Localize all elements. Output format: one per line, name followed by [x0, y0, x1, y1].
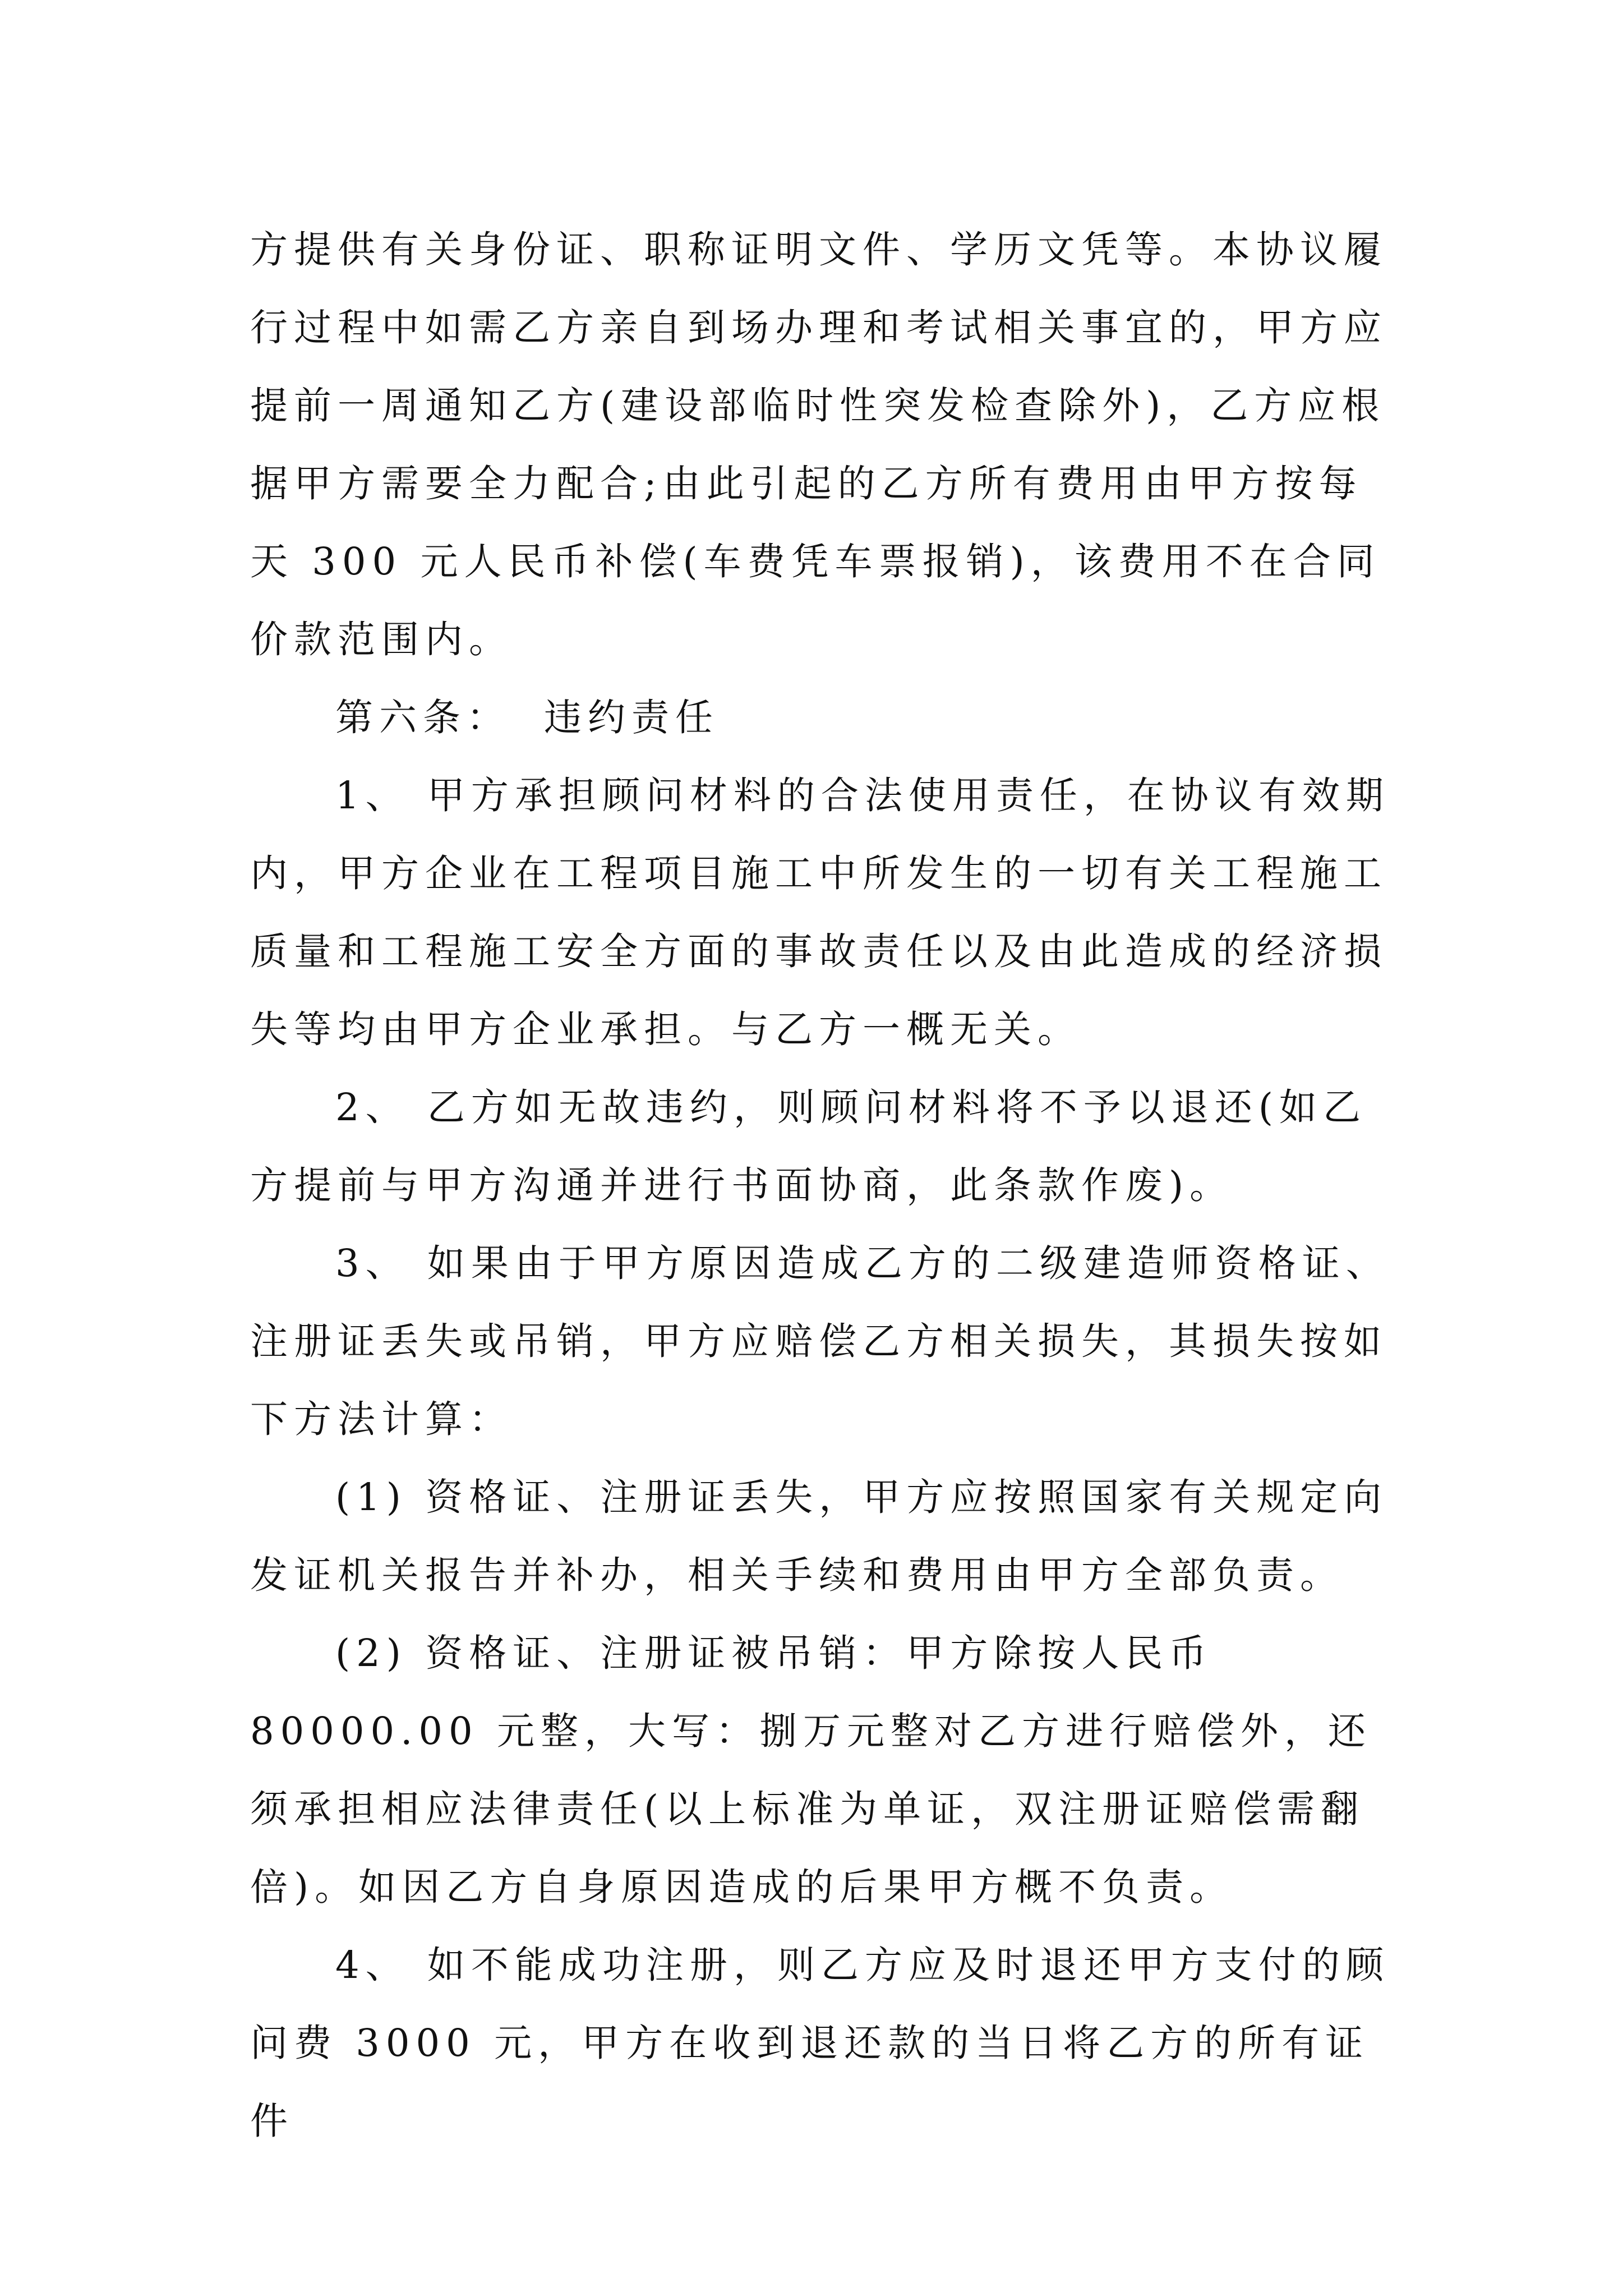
clause-2: 2、 乙方如无故违约，则顾问材料将不予以退还(如乙方提前与甲方沟通并进行书面协商，此条款作废)。 [250, 1085, 1367, 1207]
clause-4: 4、 如不能成功注册，则乙方应及时退还甲方支付的顾问费 3000 元，甲方在收到退还款的当日将乙方的所有证件 [250, 1943, 1390, 2143]
section-heading [250, 679, 1394, 757]
clause-1: 1、 甲方承担顾问材料的合法使用责任，在协议有效期内，甲方企业在工程项目施工中所发生的一切有关工程施工质量和工程施工安全方面的事故责任以及由此造成的经济损失等均由甲方企业承担。与乙方一概无关。 [250, 774, 1390, 1051]
section-number: 第六条： [335, 696, 510, 739]
clause-3: 3、 如果由于甲方原因造成乙方的二级建造师资格证、注册证丢失或吊销，甲方应赔偿乙方相关损失，其损失按如下方法计算： [250, 1241, 1390, 1441]
section-title: 违约责任 [544, 696, 719, 739]
paragraph-continuation: 方提供有关身份证、职称证明文件、学历文凭等。本协议履行过程中如需乙方亲自到场办理和考试相关事宜的，甲方应提前一周通知乙方(建设部临时性突发检查除外)，乙方应根据甲方需要全力配合;由此引起的乙方所有费用由甲方按每天 300 元人民币补偿(车费凭车票报销)，该费用不在合同价款范围内。 [250, 228, 1387, 661]
document-body [250, 211, 1394, 2160]
clause-3-item-2: (2) 资格证、注册证被吊销：甲方除按人民币 80000.00 元整，大写：捌万元整对乙方进行赔偿外，还须承担相应法律责任(以上标准为单证，双注册证赔偿需翻倍)。如因乙方自身原因造成的后果甲方概不负责。 [250, 1631, 1372, 1909]
clause-3-item-1: (1) 资格证、注册证丢失，甲方应按照国家有关规定向发证机关报告并补办，相关手续和费用由甲方全部负责。 [250, 1475, 1388, 1597]
